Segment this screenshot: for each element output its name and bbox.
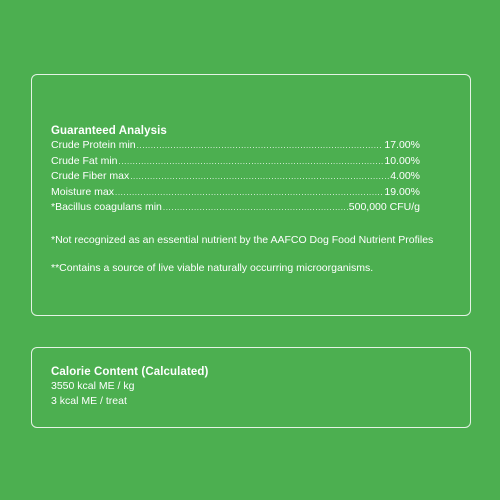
analysis-row-value: 19.00% [384,185,420,198]
analysis-row-crude-fiber [51,169,420,185]
guaranteed-analysis-panel [31,74,471,316]
analysis-row-value: 10.00% [384,154,420,167]
analysis-row-label: *Bacillus coagulans min [51,201,162,213]
calorie-per-treat: 3 kcal ME / treat [51,394,127,407]
calorie-per-kg: 3550 kcal ME / kg [51,380,135,392]
guaranteed-analysis-heading: Guaranteed Analysis [51,125,167,137]
analysis-row-moisture [51,185,420,201]
analysis-row-label: Crude Fiber max [51,170,130,182]
dot-leader [115,185,383,201]
calorie-content-heading: Calorie Content (Calculated) [51,366,209,378]
analysis-row-label: Moisture max [51,185,115,198]
microorganisms-footnote: **Contains a source of live viable naturally occurring microorganisms. [51,262,374,274]
analysis-row-label: Crude Fat min [51,154,118,167]
analysis-row-label: Crude Protein min [51,139,136,151]
analysis-row-value: 4.00% [390,170,420,182]
dot-leader [119,154,384,170]
analysis-row-value: 17.00% [384,139,420,151]
calorie-content [51,365,208,408]
dot-leader [137,138,384,154]
analysis-table [51,124,420,216]
analysis-row-bacillus-coagulans [51,200,420,216]
analysis-row-crude-fat [51,154,420,170]
dot-leader [163,200,348,216]
analysis-row-value: 500,000 CFU/g [348,201,420,213]
aafco-footnote: *Not recognized as an essential nutrient by the AAFCO Dog Food Nutrient Profiles [51,234,434,246]
analysis-row-crude-protein [51,138,420,154]
dot-leader [130,169,389,185]
calorie-content-panel [31,347,471,428]
